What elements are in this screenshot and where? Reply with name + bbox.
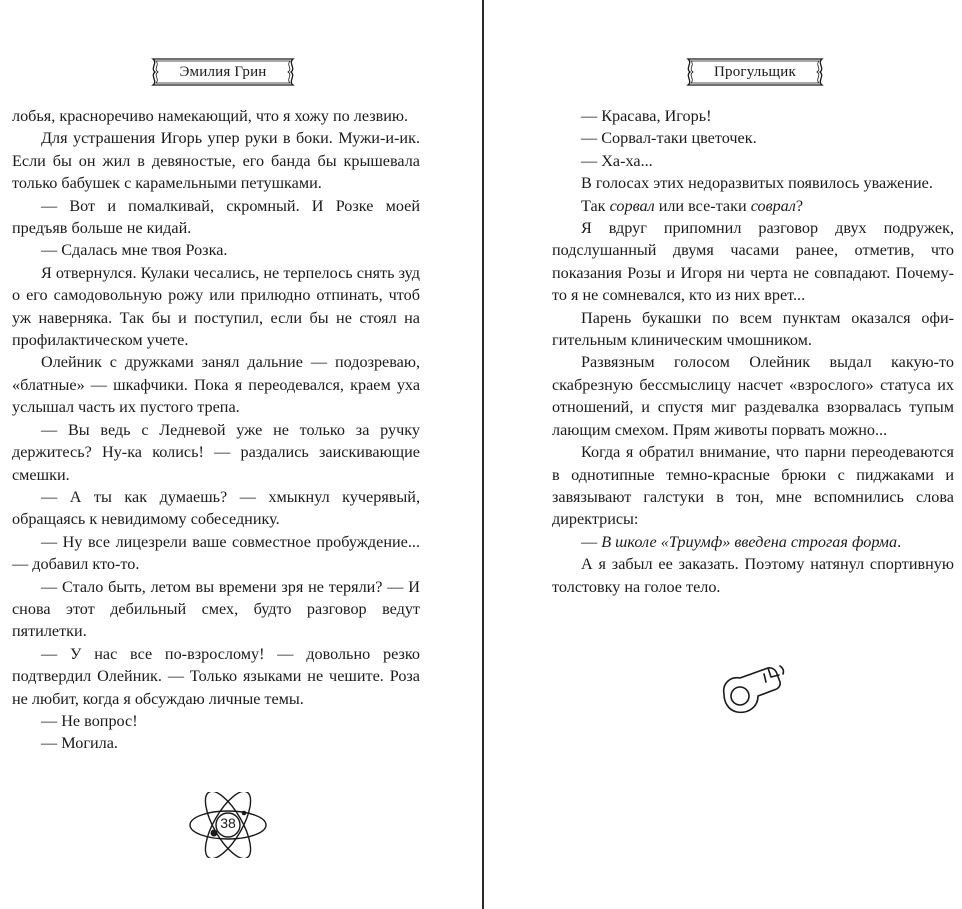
left-header-title: Эмилия Грин <box>179 63 267 80</box>
right-page <box>552 0 954 909</box>
paragraph: — Вы ведь с Ледневой уже не только за ручку держитесь? Ну-ка колись! — раздались заискивающие смешки. <box>12 420 420 484</box>
right-running-header <box>682 57 828 87</box>
book-spine <box>482 0 484 909</box>
left-running-header <box>147 57 299 87</box>
text-run: или все-таки <box>654 196 751 215</box>
text-run: . <box>897 532 902 551</box>
paragraph: — А ты как думаешь? — хмыкнул кучерявый, обращаясь к невидимому собеседнику. <box>12 487 420 529</box>
paragraph: — Стало быть, летом вы времени зря не теряли? — И снова этот дебильный смех, будто разговор ведут пятилетки. <box>12 577 420 641</box>
text-run: ? <box>795 196 804 215</box>
paragraph: Я отвернулся. Кулаки чесались, не терпелось снять зуд о его самодовольную рожу или прилюдно отпинать, чтоб уж наверняка. Так бы и поступил, если бы не стоял на профилактическом учете. <box>12 263 420 350</box>
whistle-icon <box>718 662 788 718</box>
paragraph: Когда я обратил внимание, что парни переодеваются в однотипные темно-красные брюки с пиджаками и завязывают галстуки в тон, мне вспомнились слова директрисы: <box>552 443 954 529</box>
emphasis: В школе «Триумф» введена строгая форма <box>601 532 898 551</box>
text-run: — <box>581 532 602 551</box>
paragraph: — Не вопрос! <box>41 711 138 730</box>
left-body-text <box>12 105 420 755</box>
paragraph: — Ну все лицезрели ваше совместное пробуждение... — добавил кто-то. <box>12 532 420 574</box>
right-body-text <box>552 105 954 598</box>
paragraph: — Ха-ха... <box>581 151 653 170</box>
emphasis: соврал <box>750 196 796 215</box>
paragraph: В голосах этих недоразвитых появилось уважение. <box>581 174 933 193</box>
paragraph: А я забыл ее заказать. Поэтому натянул спортивную толстовку на голое тело. <box>552 555 954 596</box>
paragraph: Парень букашки по всем пунктам оказался офигительным клиническим чмошником. <box>552 308 954 350</box>
paragraph: — Сдалась мне твоя Розка. <box>41 241 228 260</box>
paragraph: — Сорвал-таки цветочек. <box>581 129 757 148</box>
paragraph <box>552 195 954 217</box>
right-header-title: Прогульщик <box>713 63 797 80</box>
paragraph: Олейник с дружками занял дальние — подозреваю, «блатные» — шкафчики. Пока я переодевался, краем уха услышал часть их пустого трепа. <box>12 353 420 417</box>
paragraph: Я вдруг припомнил разговор двух подружек, подслушанный двумя часами ранее, отметив, что показания Розы и Игоря ни черта не совпадают. Почему-то я не сомневался, кто из них врет... <box>552 219 954 305</box>
page-number: 38 <box>220 815 236 831</box>
paragraph: — Красава, Игорь! <box>581 107 712 125</box>
paragraph: Для устрашения Игорь упер руки в боки. Мужи-и-ик. Если бы он жил в девяностые, его банда бы крышевала только бабушек с карамельными петушками. <box>12 129 420 193</box>
paragraph: — У нас все по-взрослому! — довольно резко подтвердил Олейник. — Только языками не чешите. Роза не любит, когда я обсуждаю личные темы. <box>12 644 420 708</box>
paragraph: лобья, красноречиво намекающий, что я хожу по лезвию. <box>12 107 409 125</box>
paragraph <box>552 531 954 553</box>
emphasis: сорвал <box>609 196 655 215</box>
left-page <box>12 0 420 909</box>
whistle-ornament <box>718 662 788 723</box>
text-run: Так <box>581 196 610 215</box>
paragraph: Развязным голосом Олейник выдал какую-то скабрезную бессмыслицу насчет «взрослого» статуса их отношений, и спустя миг раздевалка взорвалась тупым лающим смехом. Прям животы порвать можно... <box>552 353 954 439</box>
paragraph: — Вот и помалкивай, скромный. И Розке моей предъяв больше не кидай. <box>12 196 420 238</box>
paragraph: — Могила. <box>41 734 118 753</box>
page-number-ornament <box>184 792 274 863</box>
